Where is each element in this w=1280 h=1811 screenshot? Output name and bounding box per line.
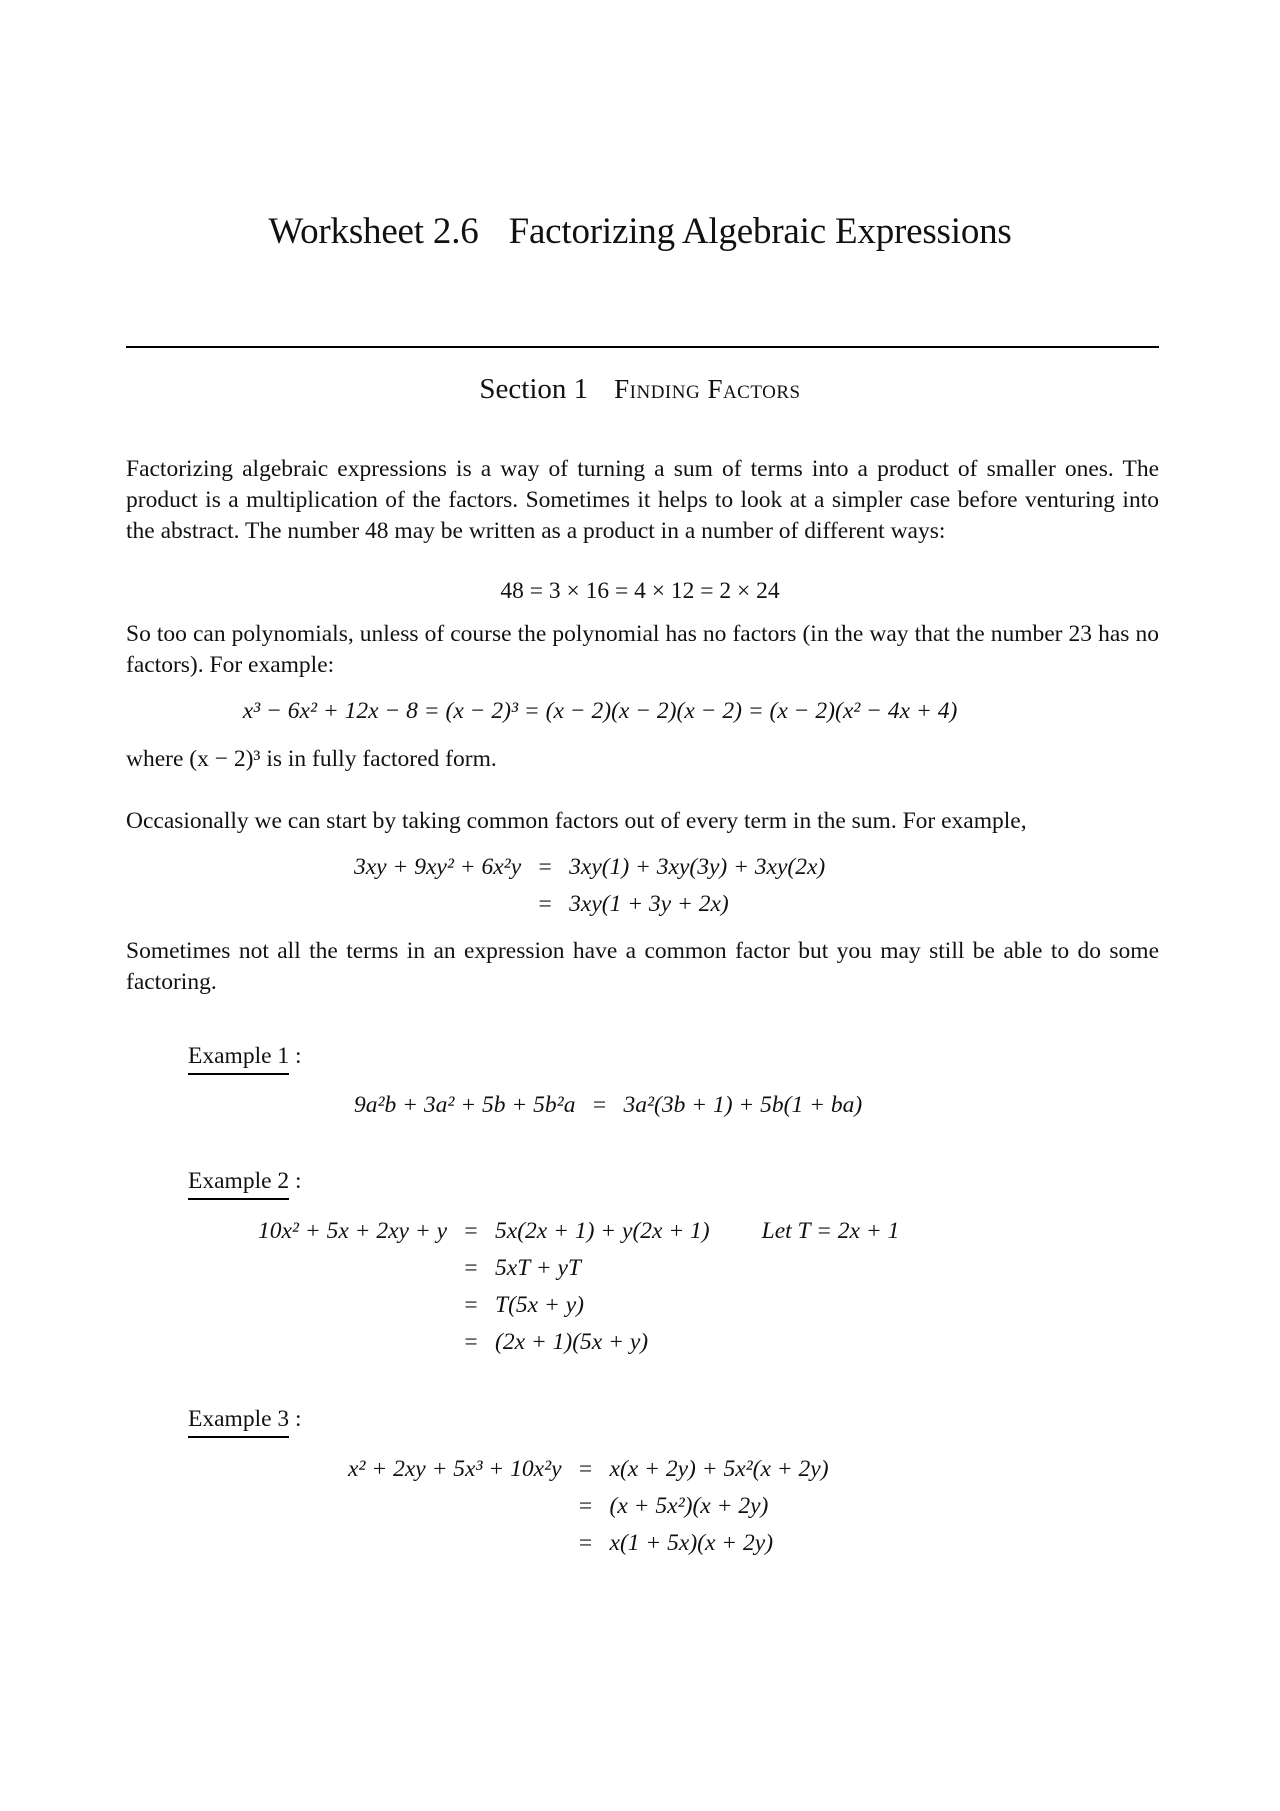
- derivation-rhs: (x + 5x²)(x + 2y): [609, 1493, 769, 1519]
- derivation-row: [258, 1324, 899, 1361]
- example-label-colon: :: [295, 1043, 302, 1069]
- derivation-rhs: 3a²(3b + 1) + 5b(1 + ba): [623, 1092, 863, 1118]
- derivation-row: [258, 1213, 899, 1250]
- example-2-derivation: [258, 1213, 899, 1361]
- derivation-rhs: x(1 + 5x)(x + 2y): [609, 1530, 774, 1556]
- derivation-lhs: 3xy + 9xy² + 6x²y: [354, 854, 522, 880]
- derivation-rhs: 5xT + yT: [495, 1255, 581, 1281]
- equals-sign: =: [578, 1456, 593, 1482]
- example-label-text: Example 2: [188, 1168, 289, 1200]
- cubic-factorization-equation: x³ − 6x² + 12x − 8 = (x − 2)³ = (x − 2)(x − 2)(x − 2) = (x − 2)(x² − 4x + 4): [242, 698, 958, 724]
- derivation-lhs: x² + 2xy + 5x³ + 10x²y: [348, 1456, 562, 1482]
- section-label: Section 1: [479, 373, 589, 405]
- title-divider: [126, 346, 1159, 348]
- page-title: [0, 210, 1280, 253]
- example-3-derivation: [348, 1451, 829, 1562]
- derivation-row: [354, 849, 825, 886]
- derivation-lhs: 9a²b + 3a² + 5b + 5b²a: [354, 1092, 576, 1118]
- equals-sign: =: [538, 891, 552, 917]
- derivation-lhs: 10x² + 5x + 2xy + y: [258, 1218, 448, 1244]
- derivation-rhs: T(5x + y): [495, 1292, 584, 1318]
- substitution-note: Let T = 2x + 1: [761, 1218, 900, 1244]
- example-label-colon: :: [295, 1168, 302, 1194]
- derivation-row: [348, 1525, 829, 1562]
- example-2-label: [188, 1168, 302, 1195]
- polynomial-paragraph: So too can polynomials, unless of course the polynomial has no factors (in the way that the number 23 has no factors). For example:: [126, 621, 1159, 678]
- derivation-row: [354, 1087, 862, 1124]
- derivation-row: [258, 1250, 899, 1287]
- factor-48-equation: 48 = 3 × 16 = 4 × 12 = 2 × 24: [500, 578, 780, 604]
- fully-factored-note: where (x − 2)³ is in fully factored form.: [126, 746, 497, 772]
- derivation-row: [348, 1488, 829, 1525]
- worksheet-title-text: Factorizing Algebraic Expressions: [508, 211, 1012, 252]
- equals-sign: =: [592, 1092, 607, 1118]
- equals-sign: =: [464, 1329, 478, 1355]
- example-1-derivation: [354, 1087, 862, 1124]
- section-name: Finding Factors: [614, 374, 801, 404]
- example-label-text: Example 1: [188, 1043, 289, 1075]
- derivation-rhs: 3xy(1 + 3y + 2x): [569, 891, 729, 917]
- equals-sign: =: [464, 1292, 478, 1318]
- example-label-text: Example 3: [188, 1406, 289, 1438]
- equals-sign: =: [538, 854, 552, 880]
- equals-sign: =: [578, 1530, 593, 1556]
- common-factor-paragraph: Occasionally we can start by taking common factors out of every term in the sum. For example,: [126, 808, 1027, 834]
- derivation-rhs: 5x(2x + 1) + y(2x + 1): [495, 1218, 710, 1244]
- common-factor-derivation: [354, 849, 825, 923]
- worksheet-number: Worksheet 2.6: [268, 211, 479, 252]
- derivation-rhs: 3xy(1) + 3xy(3y) + 3xy(2x): [569, 854, 826, 880]
- derivation-rhs: x(x + 2y) + 5x²(x + 2y): [609, 1456, 829, 1482]
- derivation-row: [258, 1287, 899, 1324]
- equals-sign: =: [578, 1493, 593, 1519]
- example-1-label: [188, 1043, 302, 1070]
- derivation-row: [348, 1451, 829, 1488]
- partial-common-factor-paragraph: Sometimes not all the terms in an expression have a common factor but you may still be able to do some factoring.: [126, 938, 1159, 995]
- equals-sign: =: [464, 1255, 478, 1281]
- section-heading: [0, 373, 1280, 406]
- example-label-colon: :: [295, 1406, 302, 1432]
- equals-sign: =: [464, 1218, 478, 1244]
- example-3-label: [188, 1406, 302, 1433]
- derivation-rhs: (2x + 1)(5x + y): [495, 1329, 649, 1355]
- intro-paragraph: Factorizing algebraic expressions is a way of turning a sum of terms into a product of smaller ones. The product is a multiplication of the factors. Sometimes it helps to look at a simpler case before venturing into the abstract. The number 48 may be written as a product in a number of different ways:: [126, 456, 1159, 544]
- derivation-row: [354, 886, 825, 923]
